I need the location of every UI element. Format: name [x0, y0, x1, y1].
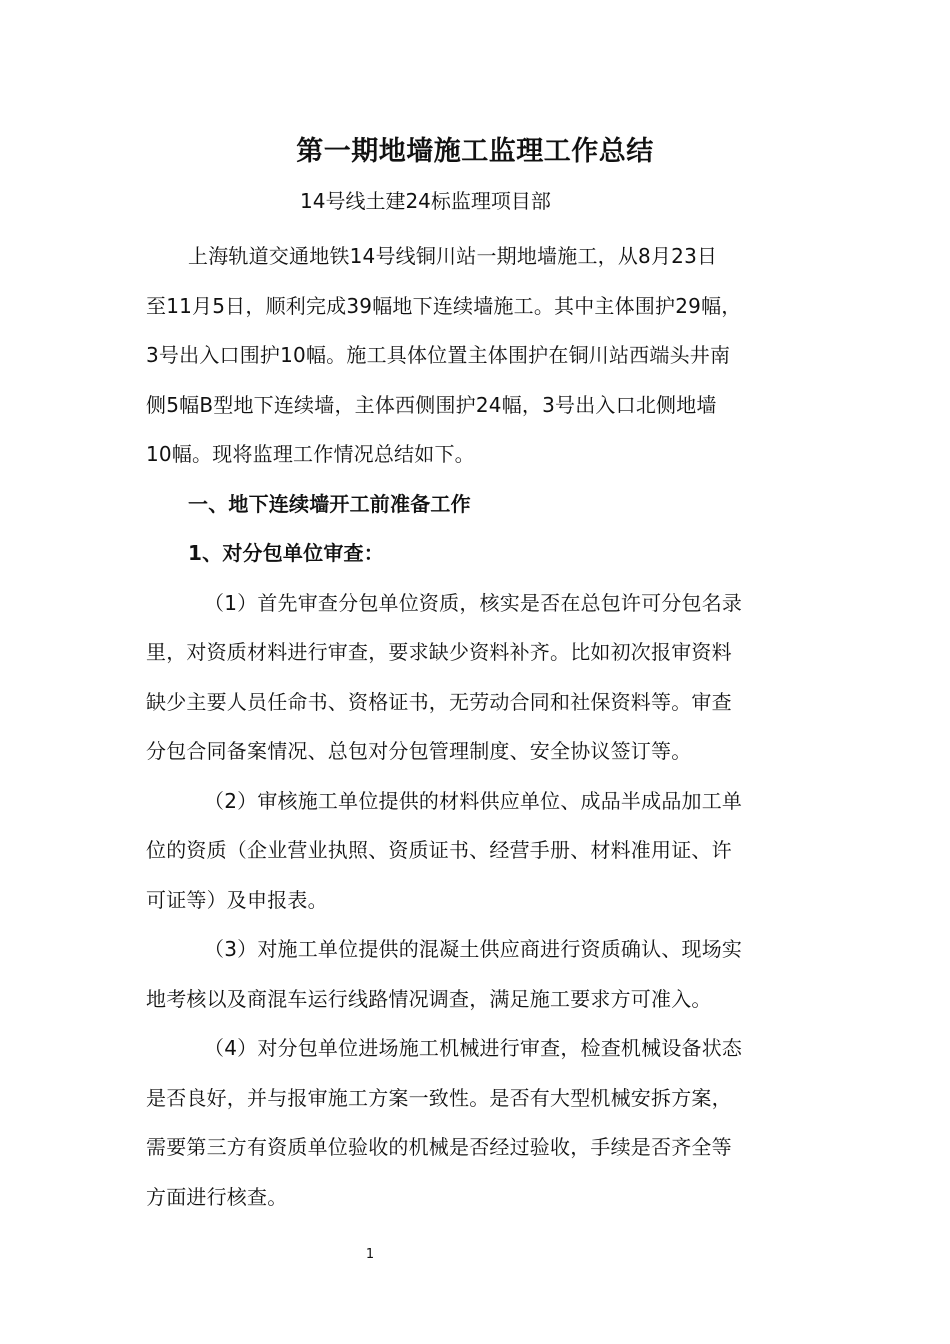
- paragraph-line: 上海轨道交通地铁14号线铜川站一期地墙施工，从8月23日: [188, 244, 718, 268]
- intro-paragraph: [146, 232, 812, 480]
- paragraph-line: 可证等）及申报表。: [146, 887, 328, 912]
- item-paragraph-4: [146, 1024, 812, 1222]
- paragraph-line: 3号出入口围护10幅。施工具体位置主体围护在铜川站西端头井南: [146, 343, 731, 367]
- paragraph-line: 缺少主要人员任命书、资格证书，无劳动合同和社保资料等。审查: [146, 689, 732, 714]
- section-heading: 一、地下连续墙开工前准备工作: [188, 491, 471, 516]
- paragraph-line: 需要第三方有资质单位验收的机械是否经过验收，手续是否齐全等: [146, 1135, 732, 1159]
- item-paragraph-2: [146, 777, 812, 926]
- paragraph-line: 里，对资质材料进行审查，要求缺少资料补齐。比如初次报审资料: [146, 640, 732, 664]
- paragraph-line: 是否良好，并与报审施工方案一致性。是否有大型机械安拆方案，: [146, 1085, 732, 1110]
- paragraph-line: （3）对施工单位提供的混凝土供应商进行资质确认、现场实: [204, 937, 743, 961]
- paragraph-line: 位的资质（企业营业执照、资质证书、经营手册、材料准用证、许: [146, 838, 732, 862]
- item-paragraph-1: [146, 579, 812, 777]
- paragraph-line: 侧5幅B型地下连续墙，主体西侧围护24幅，3号出入口北侧地墙: [146, 392, 717, 417]
- document-title: 第一期地墙施工监理工作总结: [296, 136, 654, 167]
- paragraph-line: 至11月5日，顺利完成39幅地下连续墙施工。其中主体围护29幅，: [146, 293, 742, 318]
- paragraph-line: （4）对分包单位进场施工机械进行审查，检查机械设备状态: [204, 1036, 743, 1060]
- document-body: [146, 232, 812, 1222]
- document-subtitle: 14号线土建24标监理项目部: [300, 189, 551, 213]
- paragraph-line: （2）审核施工单位提供的材料供应单位、成品半成品加工单: [204, 788, 743, 813]
- subsection-heading: 1、对分包单位审查：: [188, 541, 384, 565]
- item-paragraph-3: [146, 925, 812, 1024]
- paragraph-line: 10幅。现将监理工作情况总结如下。: [146, 442, 475, 466]
- paragraph-line: 分包合同备案情况、总包对分包管理制度、安全协议签订等。: [146, 739, 692, 763]
- paragraph-line: 地考核以及商混车运行线路情况调查，满足施工要求方可准入。: [146, 986, 712, 1011]
- paragraph-line: 方面进行核查。: [146, 1184, 288, 1209]
- paragraph-line: （1）首先审查分包单位资质，核实是否在总包许可分包名录: [204, 590, 743, 615]
- page-number: 1: [365, 1247, 375, 1262]
